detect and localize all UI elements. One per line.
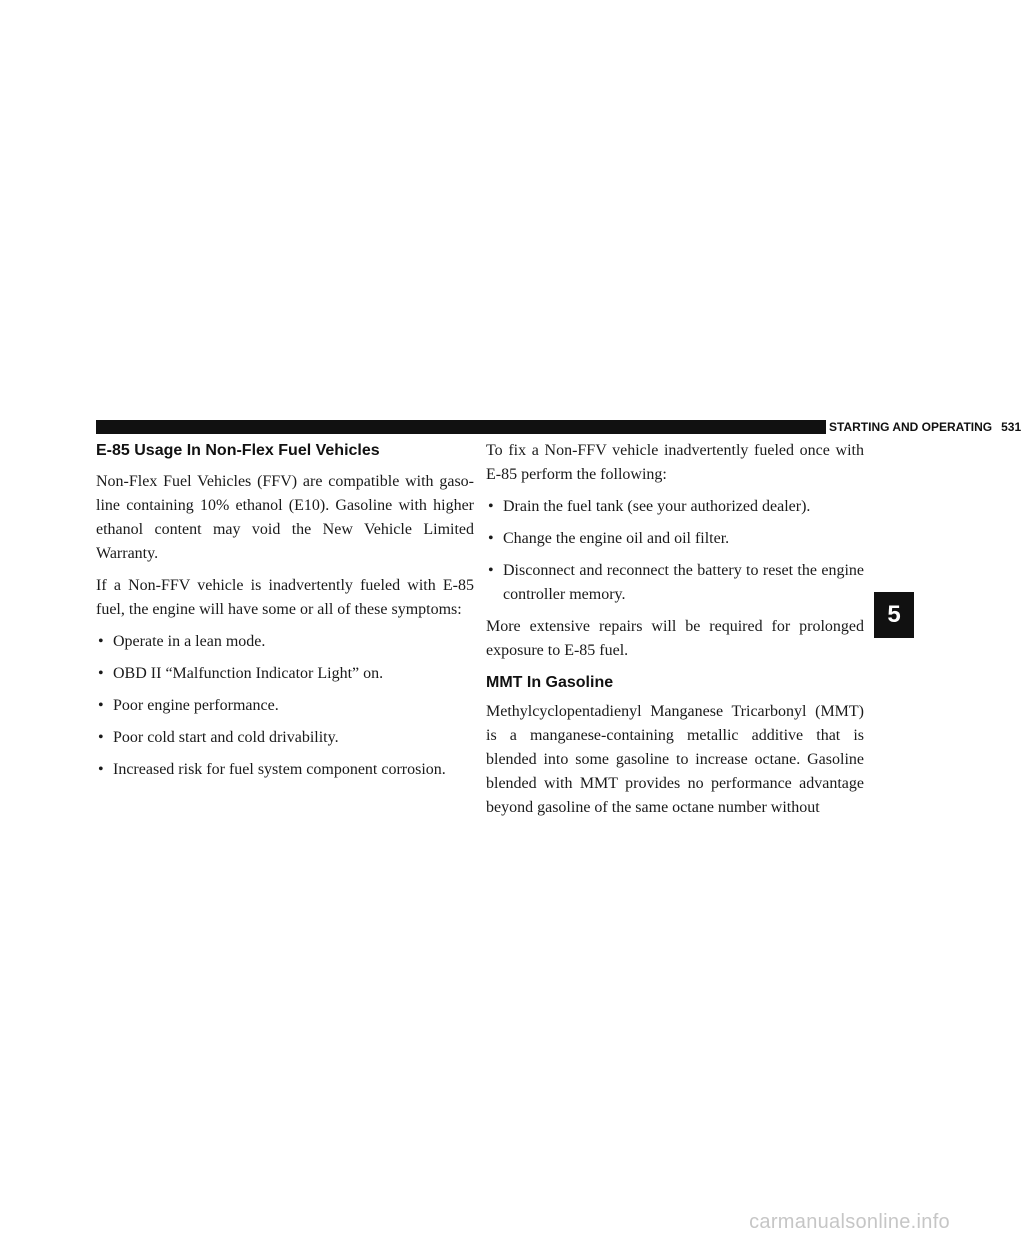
chapter-tab: 5 [874,592,914,638]
left-column [96,439,474,790]
header-rule [96,420,826,434]
list-item: • Poor cold start and cold drivability. [96,726,474,750]
symptoms-list [96,630,474,782]
running-header [829,419,1021,435]
repairs-note-paragraph: More extensive repairs will be required for prolonged exposure to E-85 fuel. [486,618,864,659]
right-column [486,439,864,828]
ffv-compatibility-paragraph: Non-Flex Fuel Vehicles (FFV) are compatible with gaso-line containing 10% ethanol (E10). Gasoline with higher ethanol content may void the New Vehicle Limited Warranty. [96,473,474,562]
page-number: 531 [1001,420,1021,434]
mmt-paragraph: Methylcyclopentadienyl Manganese Tricarbonyl (MMT) is a manganese-containing metallic additive that is blended into some gasoline to increase octane. Gasoline blended with MMT provides no performance advantage beyond gasoline of the same octane number without [486,703,864,816]
list-item: • Drain the fuel tank (see your authorized dealer). [486,495,864,519]
list-item: • Disconnect and reconnect the battery to reset the engine controller memory. [486,559,864,607]
e85-heading: E-85 Usage In Non-Flex Fuel Vehicles [96,442,380,459]
list-item: • OBD II “Malfunction Indicator Light” on. [96,662,474,686]
symptoms-intro-paragraph: If a Non-FFV vehicle is inadvertently fueled with E-85 fuel, the engine will have some or all of these symptoms: [96,577,474,618]
list-item: • Operate in a lean mode. [96,630,474,654]
list-item: • Change the engine oil and oil filter. [486,527,864,551]
mmt-heading: MMT In Gasoline [486,674,614,691]
section-title: STARTING AND OPERATING [829,420,993,434]
list-item: • Increased risk for fuel system component corrosion. [96,758,474,782]
watermark: carmanualsonline.info [749,1211,950,1233]
list-item: • Poor engine performance. [96,694,474,718]
fix-steps-list [486,495,864,607]
fix-intro-paragraph: To fix a Non-FFV vehicle inadvertently fueled once with E-85 perform the following: [486,442,864,483]
